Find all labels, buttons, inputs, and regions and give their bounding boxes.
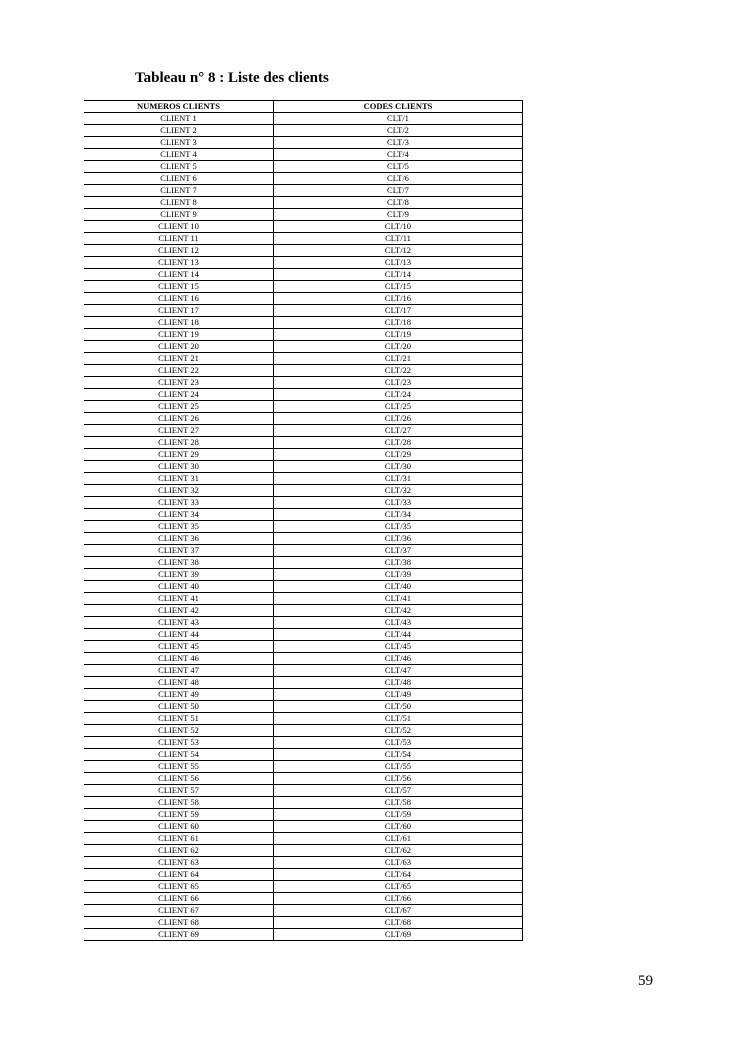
client-number-cell: CLIENT 55 (84, 761, 274, 773)
table-row (84, 569, 523, 581)
client-number-cell: CLIENT 48 (84, 677, 274, 689)
client-number-cell: CLIENT 5 (84, 161, 274, 173)
client-number-cell: CLIENT 40 (84, 581, 274, 593)
client-code-cell: CLT/22 (274, 365, 523, 377)
client-number-cell: CLIENT 66 (84, 893, 274, 905)
client-code-cell: CLT/15 (274, 281, 523, 293)
client-number-cell: CLIENT 4 (84, 149, 274, 161)
client-number-cell: CLIENT 57 (84, 785, 274, 797)
table-row (84, 533, 523, 545)
table-row (84, 173, 523, 185)
client-code-cell: CLT/17 (274, 305, 523, 317)
client-code-cell: CLT/67 (274, 905, 523, 917)
table-row (84, 389, 523, 401)
client-number-cell: CLIENT 47 (84, 665, 274, 677)
client-number-cell: CLIENT 68 (84, 917, 274, 929)
client-code-cell: CLT/29 (274, 449, 523, 461)
client-number-cell: CLIENT 54 (84, 749, 274, 761)
table-row (84, 833, 523, 845)
client-code-cell: CLT/43 (274, 617, 523, 629)
table-body (84, 113, 523, 941)
client-code-cell: CLT/47 (274, 665, 523, 677)
table-row (84, 233, 523, 245)
table-row (84, 677, 523, 689)
table-row (84, 221, 523, 233)
table-row (84, 341, 523, 353)
client-code-cell: CLT/4 (274, 149, 523, 161)
client-number-cell: CLIENT 63 (84, 857, 274, 869)
table-row (84, 197, 523, 209)
client-number-cell: CLIENT 42 (84, 605, 274, 617)
client-number-cell: CLIENT 59 (84, 809, 274, 821)
table-row (84, 485, 523, 497)
client-code-cell: CLT/32 (274, 485, 523, 497)
client-number-cell: CLIENT 20 (84, 341, 274, 353)
page-number: 59 (638, 973, 653, 989)
table-row (84, 809, 523, 821)
table-row (84, 473, 523, 485)
client-code-cell: CLT/69 (274, 929, 523, 941)
table-row (84, 257, 523, 269)
client-number-cell: CLIENT 49 (84, 689, 274, 701)
client-number-cell: CLIENT 56 (84, 773, 274, 785)
client-code-cell: CLT/31 (274, 473, 523, 485)
client-number-cell: CLIENT 24 (84, 389, 274, 401)
client-number-cell: CLIENT 39 (84, 569, 274, 581)
client-code-cell: CLT/68 (274, 917, 523, 929)
table-row (84, 413, 523, 425)
client-number-cell: CLIENT 31 (84, 473, 274, 485)
table-row (84, 125, 523, 137)
client-code-cell: CLT/7 (274, 185, 523, 197)
table-row (84, 557, 523, 569)
table-row (84, 689, 523, 701)
client-number-cell: CLIENT 33 (84, 497, 274, 509)
client-number-cell: CLIENT 50 (84, 701, 274, 713)
client-number-cell: CLIENT 14 (84, 269, 274, 281)
client-code-cell: CLT/28 (274, 437, 523, 449)
header-numeros-clients: NUMEROS CLIENTS (84, 101, 274, 113)
client-code-cell: CLT/62 (274, 845, 523, 857)
client-code-cell: CLT/54 (274, 749, 523, 761)
client-code-cell: CLT/10 (274, 221, 523, 233)
table-row (84, 845, 523, 857)
table-row (84, 641, 523, 653)
table-row (84, 497, 523, 509)
client-number-cell: CLIENT 18 (84, 317, 274, 329)
table-row (84, 605, 523, 617)
table-row (84, 113, 523, 125)
table-row (84, 893, 523, 905)
client-number-cell: CLIENT 12 (84, 245, 274, 257)
client-code-cell: CLT/40 (274, 581, 523, 593)
client-code-cell: CLT/66 (274, 893, 523, 905)
table-row (84, 425, 523, 437)
client-number-cell: CLIENT 2 (84, 125, 274, 137)
client-code-cell: CLT/26 (274, 413, 523, 425)
client-code-cell: CLT/60 (274, 821, 523, 833)
client-number-cell: CLIENT 10 (84, 221, 274, 233)
client-number-cell: CLIENT 35 (84, 521, 274, 533)
client-number-cell: CLIENT 11 (84, 233, 274, 245)
client-number-cell: CLIENT 64 (84, 869, 274, 881)
table-row (84, 269, 523, 281)
client-number-cell: CLIENT 41 (84, 593, 274, 605)
table-row (84, 737, 523, 749)
client-number-cell: CLIENT 27 (84, 425, 274, 437)
client-code-cell: CLT/46 (274, 653, 523, 665)
client-code-cell: CLT/14 (274, 269, 523, 281)
client-code-cell: CLT/5 (274, 161, 523, 173)
client-number-cell: CLIENT 7 (84, 185, 274, 197)
client-code-cell: CLT/38 (274, 557, 523, 569)
client-code-cell: CLT/56 (274, 773, 523, 785)
client-number-cell: CLIENT 38 (84, 557, 274, 569)
table-row (84, 797, 523, 809)
client-code-cell: CLT/18 (274, 317, 523, 329)
client-number-cell: CLIENT 34 (84, 509, 274, 521)
table-row (84, 785, 523, 797)
client-code-cell: CLT/30 (274, 461, 523, 473)
client-code-cell: CLT/63 (274, 857, 523, 869)
client-code-cell: CLT/48 (274, 677, 523, 689)
page-title: Tableau n° 8 : Liste des clients (135, 70, 329, 86)
client-number-cell: CLIENT 19 (84, 329, 274, 341)
table-row (84, 293, 523, 305)
client-code-cell: CLT/37 (274, 545, 523, 557)
client-number-cell: CLIENT 13 (84, 257, 274, 269)
client-code-cell: CLT/16 (274, 293, 523, 305)
client-code-cell: CLT/33 (274, 497, 523, 509)
client-code-cell: CLT/42 (274, 605, 523, 617)
client-number-cell: CLIENT 8 (84, 197, 274, 209)
table-row (84, 869, 523, 881)
table-row (84, 317, 523, 329)
client-number-cell: CLIENT 22 (84, 365, 274, 377)
table-row (84, 821, 523, 833)
table-row (84, 665, 523, 677)
client-number-cell: CLIENT 21 (84, 353, 274, 365)
table-row (84, 581, 523, 593)
client-number-cell: CLIENT 6 (84, 173, 274, 185)
table-row (84, 365, 523, 377)
client-number-cell: CLIENT 25 (84, 401, 274, 413)
client-code-cell: CLT/39 (274, 569, 523, 581)
table-row (84, 701, 523, 713)
table-row (84, 905, 523, 917)
client-number-cell: CLIENT 52 (84, 725, 274, 737)
client-code-cell: CLT/58 (274, 797, 523, 809)
client-code-cell: CLT/20 (274, 341, 523, 353)
client-code-cell: CLT/57 (274, 785, 523, 797)
table-row (84, 209, 523, 221)
table-row (84, 353, 523, 365)
table-row (84, 521, 523, 533)
client-number-cell: CLIENT 51 (84, 713, 274, 725)
client-code-cell: CLT/52 (274, 725, 523, 737)
client-number-cell: CLIENT 44 (84, 629, 274, 641)
client-code-cell: CLT/25 (274, 401, 523, 413)
client-code-cell: CLT/50 (274, 701, 523, 713)
client-number-cell: CLIENT 53 (84, 737, 274, 749)
client-code-cell: CLT/27 (274, 425, 523, 437)
table-row (84, 509, 523, 521)
table-header-row (84, 101, 523, 113)
client-code-cell: CLT/45 (274, 641, 523, 653)
client-number-cell: CLIENT 62 (84, 845, 274, 857)
client-number-cell: CLIENT 9 (84, 209, 274, 221)
table-row (84, 305, 523, 317)
client-number-cell: CLIENT 58 (84, 797, 274, 809)
table-row (84, 401, 523, 413)
client-number-cell: CLIENT 3 (84, 137, 274, 149)
client-number-cell: CLIENT 32 (84, 485, 274, 497)
client-number-cell: CLIENT 17 (84, 305, 274, 317)
client-code-cell: CLT/35 (274, 521, 523, 533)
table-row (84, 329, 523, 341)
table-row (84, 245, 523, 257)
client-number-cell: CLIENT 23 (84, 377, 274, 389)
client-code-cell: CLT/6 (274, 173, 523, 185)
client-number-cell: CLIENT 61 (84, 833, 274, 845)
client-code-cell: CLT/21 (274, 353, 523, 365)
table-row (84, 617, 523, 629)
table-row (84, 437, 523, 449)
header-codes-clients: CODES CLIENTS (274, 101, 523, 113)
table-row (84, 185, 523, 197)
client-code-cell: CLT/9 (274, 209, 523, 221)
client-code-cell: CLT/19 (274, 329, 523, 341)
client-code-cell: CLT/41 (274, 593, 523, 605)
table-row (84, 281, 523, 293)
client-number-cell: CLIENT 60 (84, 821, 274, 833)
client-code-cell: CLT/65 (274, 881, 523, 893)
table-row (84, 917, 523, 929)
table-row (84, 149, 523, 161)
client-code-cell: CLT/1 (274, 113, 523, 125)
client-code-cell: CLT/53 (274, 737, 523, 749)
client-code-cell: CLT/11 (274, 233, 523, 245)
client-code-cell: CLT/8 (274, 197, 523, 209)
table-row (84, 749, 523, 761)
table-row (84, 725, 523, 737)
table-row (84, 377, 523, 389)
client-code-cell: CLT/59 (274, 809, 523, 821)
client-code-cell: CLT/49 (274, 689, 523, 701)
client-number-cell: CLIENT 26 (84, 413, 274, 425)
table-row (84, 629, 523, 641)
client-code-cell: CLT/44 (274, 629, 523, 641)
table-row (84, 461, 523, 473)
client-number-cell: CLIENT 69 (84, 929, 274, 941)
client-number-cell: CLIENT 1 (84, 113, 274, 125)
table-row (84, 449, 523, 461)
table-row (84, 857, 523, 869)
client-number-cell: CLIENT 45 (84, 641, 274, 653)
client-number-cell: CLIENT 46 (84, 653, 274, 665)
table-row (84, 653, 523, 665)
clients-table (84, 100, 523, 941)
client-number-cell: CLIENT 37 (84, 545, 274, 557)
client-number-cell: CLIENT 28 (84, 437, 274, 449)
client-number-cell: CLIENT 16 (84, 293, 274, 305)
table-row (84, 545, 523, 557)
client-number-cell: CLIENT 29 (84, 449, 274, 461)
client-number-cell: CLIENT 30 (84, 461, 274, 473)
client-code-cell: CLT/3 (274, 137, 523, 149)
client-number-cell: CLIENT 65 (84, 881, 274, 893)
client-code-cell: CLT/24 (274, 389, 523, 401)
table-row (84, 161, 523, 173)
client-code-cell: CLT/2 (274, 125, 523, 137)
table-row (84, 929, 523, 941)
table-row (84, 713, 523, 725)
table-row (84, 881, 523, 893)
client-code-cell: CLT/13 (274, 257, 523, 269)
table-row (84, 761, 523, 773)
client-code-cell: CLT/55 (274, 761, 523, 773)
table-row (84, 137, 523, 149)
client-code-cell: CLT/51 (274, 713, 523, 725)
client-number-cell: CLIENT 15 (84, 281, 274, 293)
client-number-cell: CLIENT 43 (84, 617, 274, 629)
client-code-cell: CLT/23 (274, 377, 523, 389)
client-number-cell: CLIENT 67 (84, 905, 274, 917)
table-row (84, 593, 523, 605)
client-code-cell: CLT/61 (274, 833, 523, 845)
table-row (84, 773, 523, 785)
client-code-cell: CLT/34 (274, 509, 523, 521)
client-code-cell: CLT/12 (274, 245, 523, 257)
client-code-cell: CLT/36 (274, 533, 523, 545)
client-code-cell: CLT/64 (274, 869, 523, 881)
client-number-cell: CLIENT 36 (84, 533, 274, 545)
